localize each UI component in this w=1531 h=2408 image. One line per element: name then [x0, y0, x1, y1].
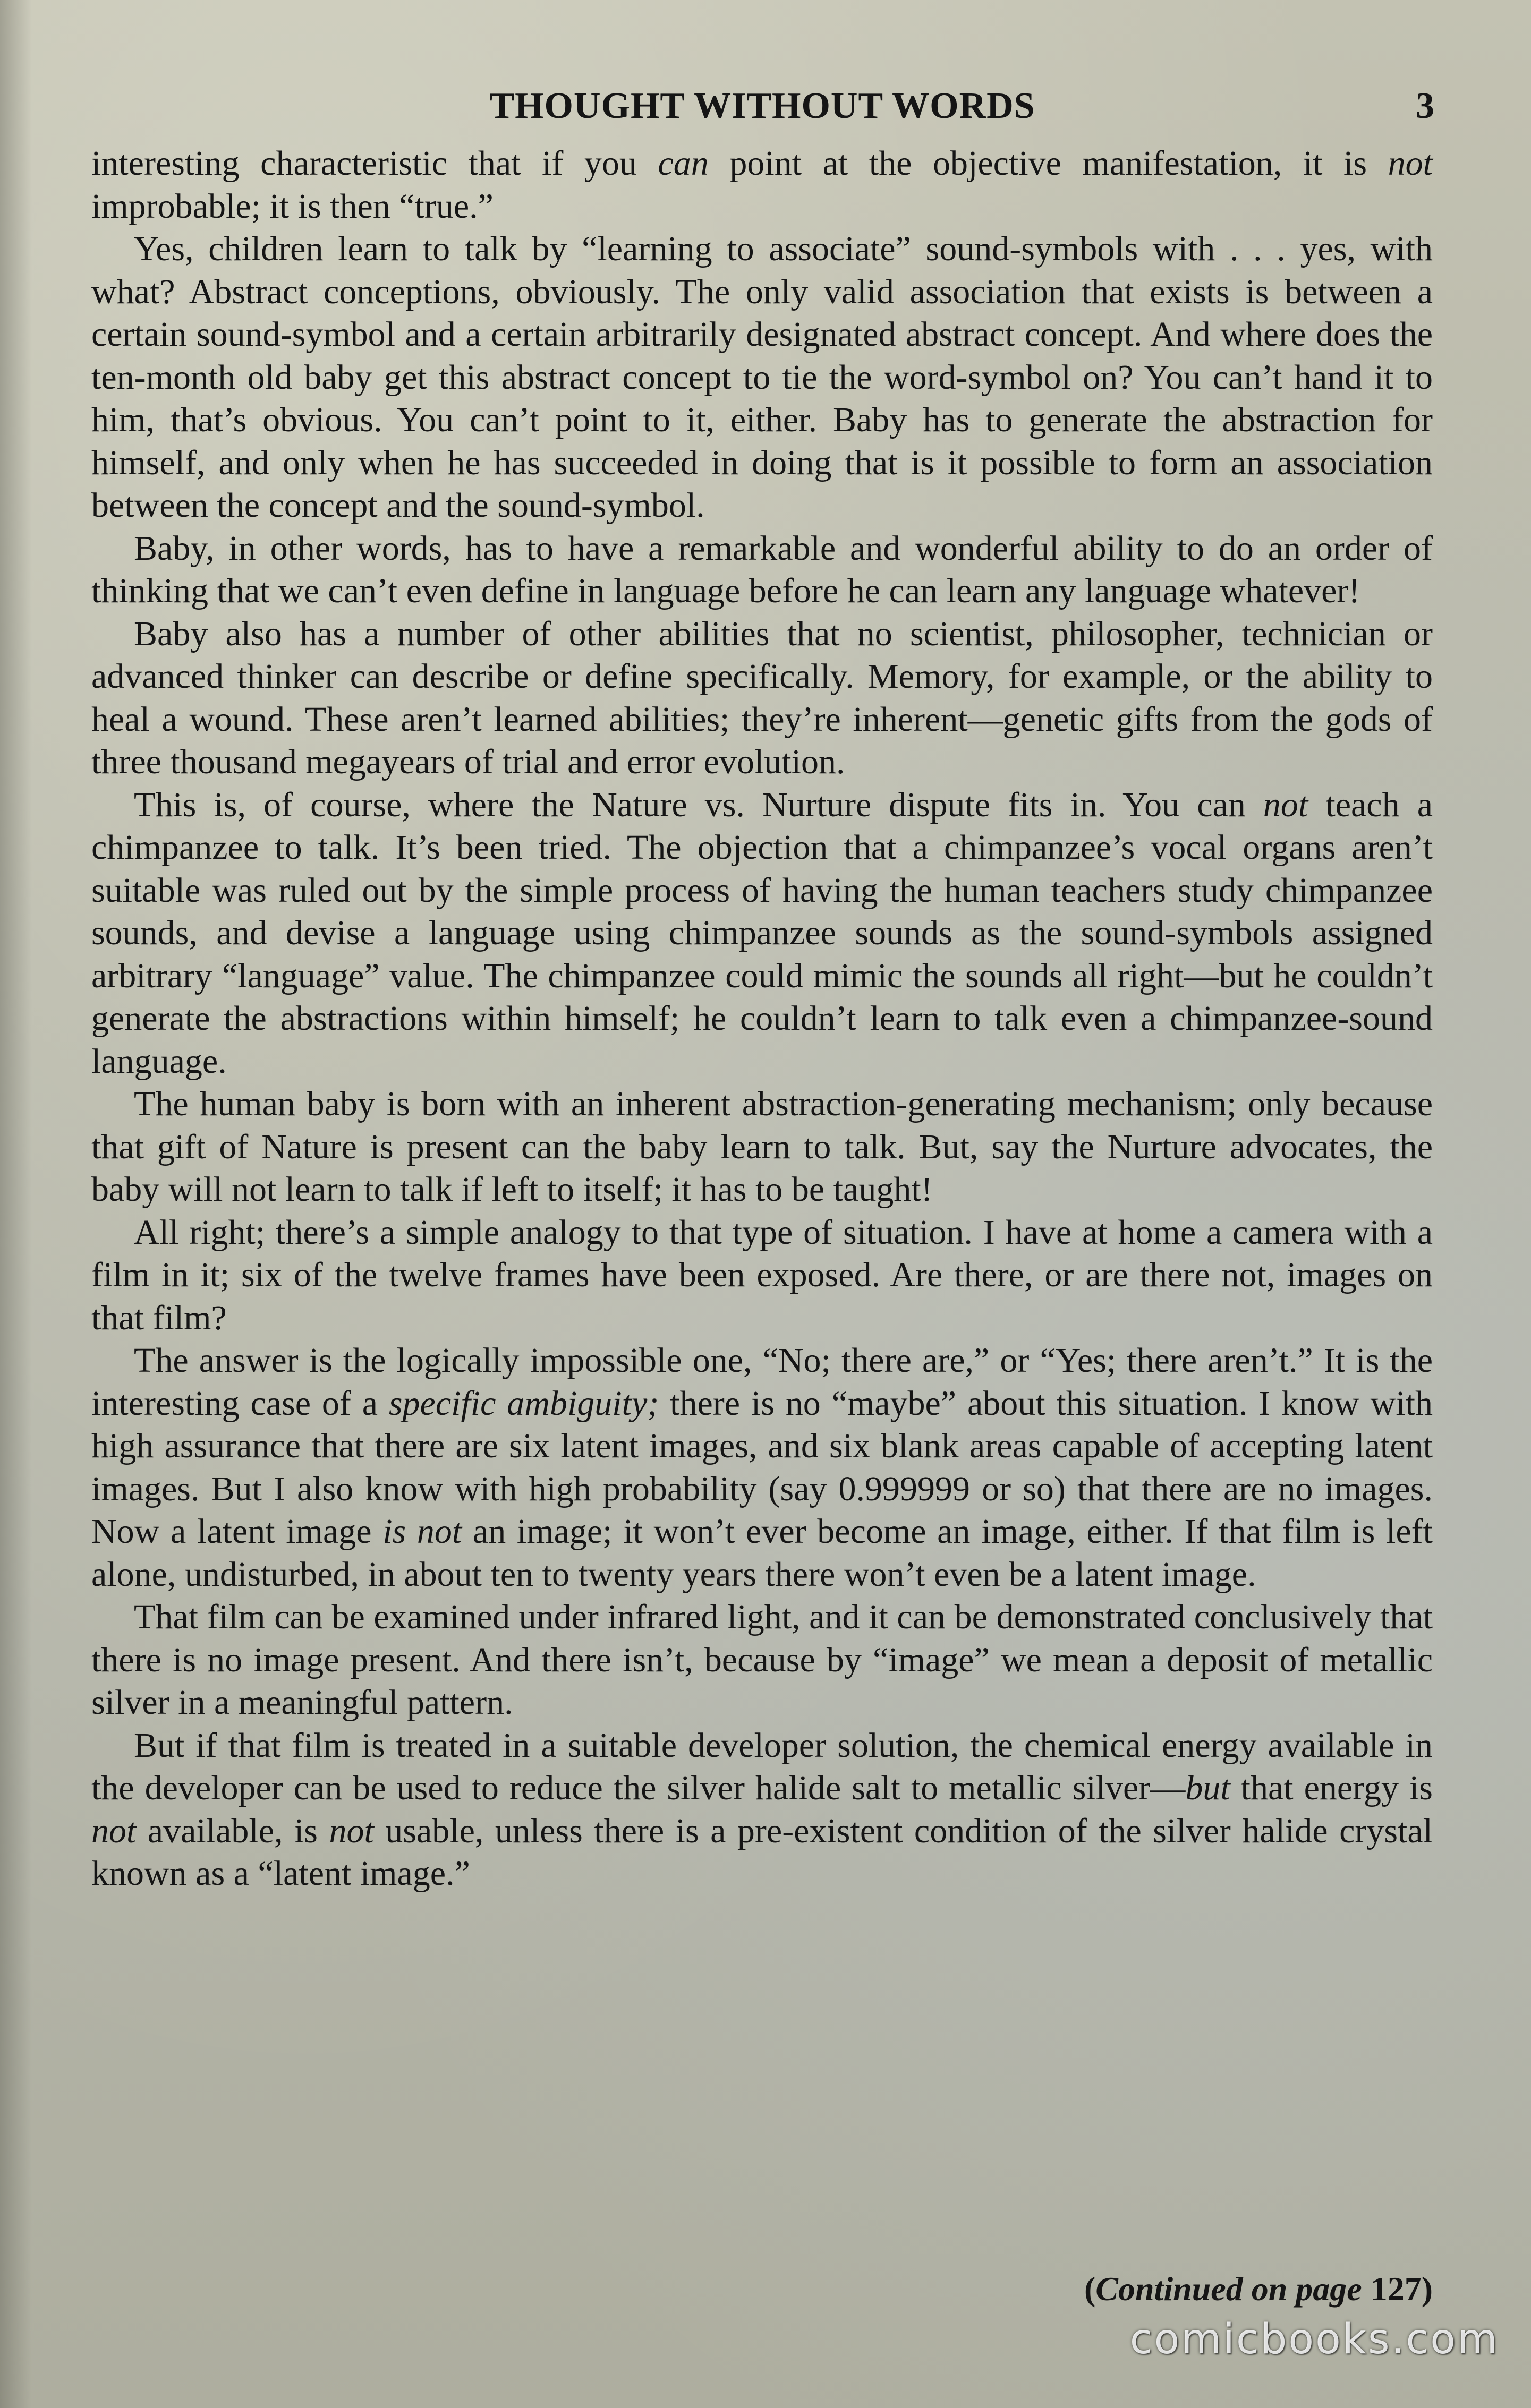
- paragraph: [91, 1596, 1433, 1724]
- italic-run: specific ambiguity;: [388, 1384, 659, 1423]
- article-body: [91, 142, 1433, 1895]
- text-run: that energy is: [1230, 1769, 1433, 1807]
- text-run: This is, of course, where the Nature vs. Nurture dispute fits in. You can: [134, 785, 1263, 824]
- paragraph: [91, 1211, 1433, 1340]
- text-run: interesting characteristic that if you: [91, 144, 658, 183]
- paragraph: [91, 1083, 1433, 1211]
- text-run: All right; there’s a simple analogy to that type of situation. I have at home a camera with a film in it; six of the twelve frames have been exposed. Are there, or are there not, images on that film?: [91, 1212, 1433, 1337]
- paragraph: [91, 142, 1433, 228]
- text-run: The answer is the logically impossible one, “No; there are,” or “Yes; there aren’t.” It is the interesting case of a: [91, 1341, 1433, 1423]
- text-run: Yes, children learn to talk by “learning to associate” sound-symbols with . . . yes, with what? Abstract conceptions, obviously. The only valid association that exists is between a certain sound-symbol and a certain arbitrarily designated abstract concept. And where does the ten-month old baby get this abstract concept to tie the word-symbol on? You can’t hand it to him, that’s obvious. You can’t point to it, either. Baby has to generate the abstraction for himself, and only when he has succeeded in doing that is it possible to form an association between the concept and the sound-symbol.: [91, 229, 1433, 525]
- page-fold-shadow: [0, 0, 32, 2408]
- italic-run: not: [329, 1811, 374, 1850]
- italic-run: can: [658, 144, 709, 183]
- text-run: Baby, in other words, has to have a remarkable and wonderful ability to do an order of thinking that we can’t even define in language before he can learn any language whatever!: [91, 528, 1433, 610]
- text-run: Baby also has a number of other abilities that no scientist, philosopher, technician or advanced thinker can describe or define specifically. Memory, for example, or the ability to heal a wound. These aren’t learned abilities; they’re inherent—genetic gifts from the gods of three thousand megayears of trial and error evolution.: [91, 614, 1433, 781]
- text-run: point at the objective manifestation, it is: [708, 144, 1388, 183]
- text-run: an image; it won’t ever become an image, either. If that film is left alone, undisturbed, in about ten to twenty years there won’t even be a latent image.: [91, 1512, 1433, 1594]
- italic-run: is not: [382, 1512, 462, 1551]
- text-run: available, is: [136, 1811, 329, 1850]
- text-run: there is no “maybe” about this situation. I know with high assurance that there are six latent images, and six blank areas capable of accepting latent images. But I also know with high probability (say 0.999999 or so) that there are no images. Now a latent image: [91, 1384, 1433, 1551]
- text-run: usable, unless there is a pre-existent condition of the silver halide crystal known as a “latent image.”: [91, 1811, 1433, 1893]
- paragraph: [91, 613, 1433, 784]
- running-head: [90, 80, 1434, 133]
- paragraph: [91, 784, 1433, 1083]
- text-run: But if that film is treated in a suitable developer solution, the chemical energy available in the developer can be used to reduce the silver halide salt to metallic silver—: [91, 1726, 1433, 1807]
- watermark: comicbooks.com: [1129, 2316, 1499, 2363]
- text-run: The human baby is born with an inherent abstraction-generating mechanism; only because that gift of Nature is present can the baby learn to talk. But, say the Nurture advocates, the baby will not learn to talk if left to itself; it has to be taught!: [91, 1085, 1433, 1209]
- italic-run: but: [1185, 1769, 1230, 1807]
- continued-page-number: 127: [1370, 2270, 1422, 2308]
- paragraph: [91, 1724, 1433, 1895]
- italic-run: not: [1388, 144, 1433, 183]
- paragraph: [91, 228, 1433, 527]
- italic-run: not: [91, 1811, 137, 1850]
- text-run: That film can be examined under infrared light, and it can be demonstrated conclusively that there is no image present. And there isn’t, because by “image” we mean a deposit of metallic silver in a meaningful pattern.: [91, 1598, 1433, 1722]
- continued-label: Continued on page: [1095, 2270, 1362, 2308]
- italic-run: not: [1263, 785, 1308, 824]
- continued-note: (Continued on page 127): [1084, 2270, 1433, 2308]
- paragraph: [91, 527, 1433, 613]
- text-run: improbable; it is then “true.”: [91, 186, 494, 226]
- paragraph: [91, 1339, 1433, 1596]
- text-run: teach a chimpanzee to talk. It’s been tried. The objection that a chimpanzee’s vocal organs aren’t suitable was ruled out by the simple process of having the human teachers study chimpanzee sounds, and devise a language using chimpanzee sounds as the sound-symbols assigned arbitrary “language” value. The chimpanzee could mimic the sounds all right—but he couldn’t generate the abstractions within himself; he couldn’t learn to talk even a chimpanzee-sound language.: [91, 785, 1433, 1081]
- running-title: THOUGHT WITHOUT WORDS: [489, 86, 1035, 126]
- page-number: 3: [1416, 86, 1434, 126]
